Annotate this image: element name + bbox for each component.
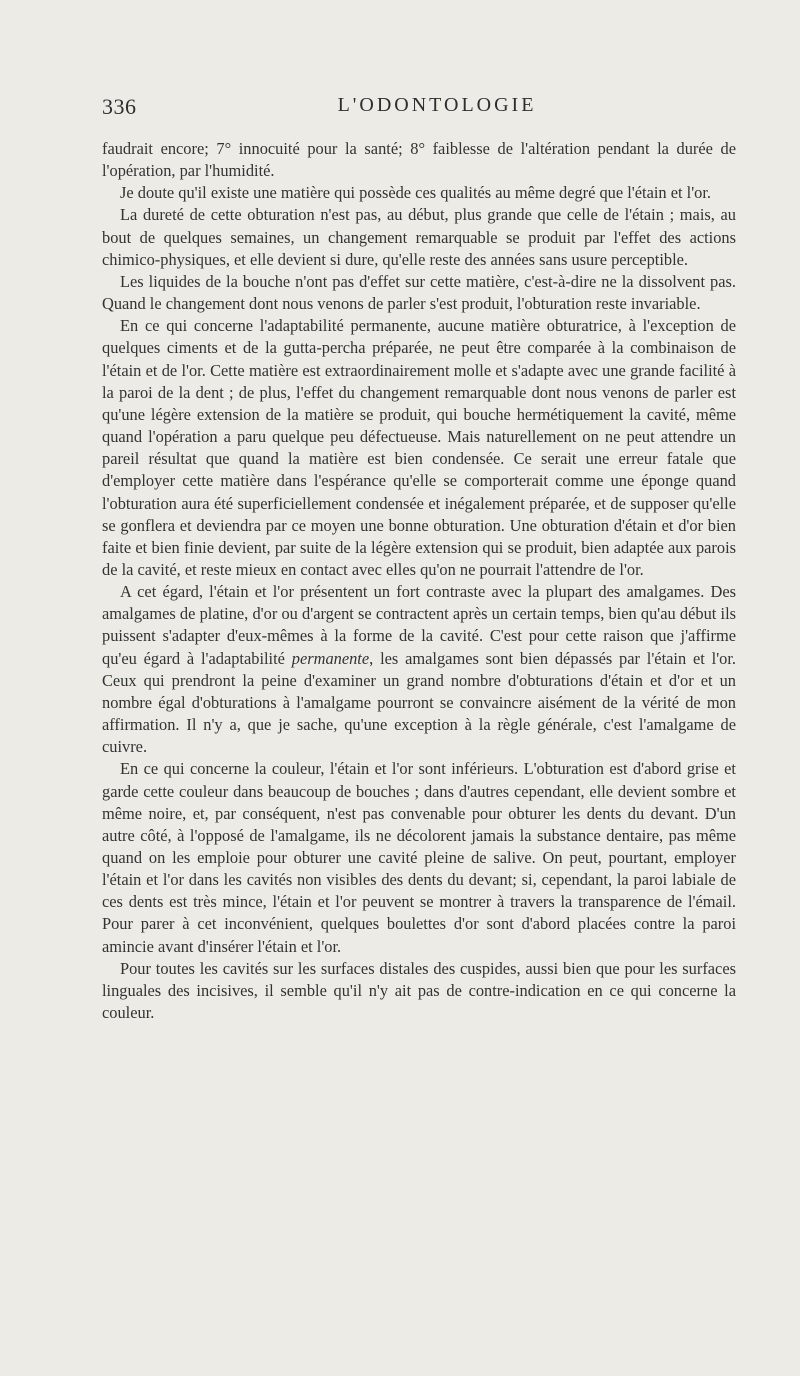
page-number: 336 xyxy=(102,94,137,119)
paragraph-distal-surfaces: Pour toutes les cavités sur les surfaces distales des cuspides, aussi bien que pour les surfaces linguales des incisives, il semble qu'il n'y ait pas de contre-indication en ce qui concerne la couleur. xyxy=(102,958,736,1023)
running-title: L'ODONTOLOGIE xyxy=(337,94,537,116)
paragraph-liquids: Les liquides de la bouche n'ont pas d'effet sur cette matière, c'est-à-dire ne la dissolvent pas. Quand le changement dont nous venons de parler s'est produit, l'obturation reste invariable. xyxy=(102,271,736,314)
body-text xyxy=(102,138,736,1024)
paragraph-hardness: La dureté de cette obturation n'est pas, au début, plus grande que celle de l'étain ; mais, au bout de quelques semaines, un changement remarquable se produit par l'effet des actions chimico-physiques, et elle devient si dure, qu'elle reste des années sans usure perceptible. xyxy=(102,205,736,269)
emphasis-permanente: permanente xyxy=(291,648,370,668)
amalgams-text-start: A cet égard, l'étain et l'or présentent un fort contraste avec la plupart des amalgames. Des amalgames de platine, d'or ou d'argent se contractent après un certain temps, bien qu'au début ils puissent s'adapter d'eux-mêmes à la forme de la cavité. C'est pour cette raison que j'affirme qu'eu égard à l'adaptabilité xyxy=(102,582,736,668)
paragraph-continuation: faudrait encore; 7° innocuité pour la santé; 8° faiblesse de l'altération pendant la durée de l'opération, par l'humidité. xyxy=(102,139,736,181)
page-header xyxy=(102,94,736,124)
paragraph-amalgams xyxy=(102,581,736,758)
paragraph-adaptability: En ce qui concerne l'adaptabilité permanente, aucune matière obturatrice, à l'exception de quelques ciments et de la gutta-percha préparée, ne peut être comparée à la combinaison de l'étain et de l'or. Cette matière est extraordinairement molle et s'adapte avec une grande facilité à la paroi de la dent ; de plus, l'effet du changement remarquable dont nous venons de parler est qu'une légère extension de la matière se produit, qui bouche hermétiquement la cavité, même quand l'opération a paru quelque peu défectueuse. Mais naturellement on ne peut attendre un pareil résultat que quand la matière est bien condensée. Ce serait une erreur fatale que d'employer cette matière dans l'espérance qu'elle se comporterait comme une éponge quand l'obturation aura été superficiellement condensée et inégalement préparée, et de supposer qu'elle se gonflera et deviendra par ce moyen une bonne obturation. Une obturation d'étain et d'or bien faite et bien finie devient, par suite de la légère extension qui se produit, bien adaptée aux parois de la cavité, et reste mieux en contact avec elles qu'on ne pourrait l'attendre de l'or. xyxy=(102,316,736,579)
amalgams-text-end: , les amalgames sont bien dépassés par l'étain et l'or. Ceux qui prendront la peine d'examiner un grand nombre d'obturations d'étain et d'or et un nombre égal d'obturations à l'amalgame pourront se convaincre aisément de la vérité de mon affirmation. Il n'y a, que je sache, qu'une exception à la règle générale, c'est l'amalgame de cuivre. xyxy=(102,648,736,757)
paragraph-doubt: Je doute qu'il existe une matière qui possède ces qualités au même degré que l'étain et l'or. xyxy=(120,183,711,203)
paragraph-color: En ce qui concerne la couleur, l'étain et l'or sont inférieurs. L'obturation est d'abord grise et garde cette couleur dans beaucoup de bouches ; dans d'autres cependant, elle devient sombre et même noire, et, par conséquent, n'est pas convenable pour obturer les dents du devant. D'un autre côté, à l'opposé de l'amalgame, ils ne décolorent jamais la substance dentaire, pas même quand on les emploie pour obturer une cavité pleine de salive. On peut, pourtant, employer l'étain et l'or dans les cavités non visibles des dents du devant; si, cependant, la paroi labiale de ces dents est très mince, l'étain et l'or peuvent se montrer à travers la transparence de l'émail. Pour parer à cet inconvénient, quelques boulettes d'or sont d'abord placées contre la paroi amincie avant d'insérer l'étain et l'or. xyxy=(102,759,736,956)
